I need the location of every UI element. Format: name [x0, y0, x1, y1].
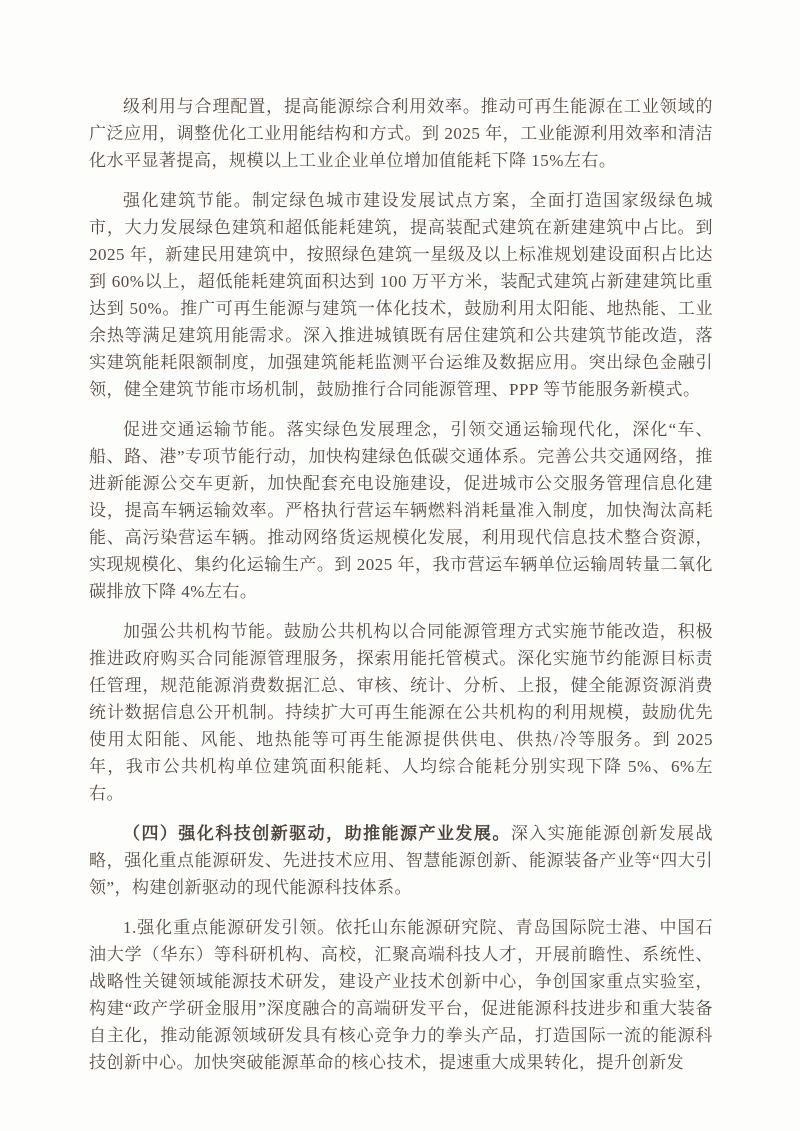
paragraph-bold-lead: （四）强化科技创新驱动，助推能源产业发展。: [123, 824, 511, 843]
paragraph: 加强公共机构节能。鼓励公共机构以合同能源管理方式实施节能改造，积极推进政府购买合同能源管理服务，探索用能托管模式。深化实施节约能源目标责任管理，规范能源消费数据汇总、审核、统计、分析、上报，健全能源资源消费统计数据信息公开机制。持续扩大可再生能源在公共机构的利用规模，鼓励优先使用太阳能、风能、地热能等可再生能源提供供电、供热/冷等服务。到 2025 年，我市公共机构单位建筑面积能耗、人均综合能耗分别实现下降 5%、6%左右。: [89, 622, 713, 803]
document-content: [89, 93, 713, 1089]
paragraph: 促进交通运输节能。落实绿色发展理念，引领交通运输现代化，深化“车、船、路、港”专项节能行动，加快构建绿色低碳交通体系。完善公共交通网络，推进新能源公交车更新，加快配套充电设施建设，促进城市公交服务管理信息化建设，提高车辆运输效率。严格执行营运车辆燃料消耗量准入制度，加快淘汰高耗能、高污染营运车辆。推动网络货运规模化发展，利用现代信息技术整合资源，实现规模化、集约化运输生产。到 2025 年，我市营运车辆单位运输周转量二氧化碳排放下降 4%左右。: [89, 420, 713, 601]
paragraph: 强化建筑节能。制定绿色城市建设发展试点方案，全面打造国家级绿色城市，大力发展绿色建筑和超低能耗建筑，提高装配式建筑在新建建筑中占比。到 2025 年，新建民用建筑中，按照绿色建筑一星级及以上标准规划建设面积占比达到 60%以上，超低能耗建筑面积达到 100 万平方米，装配式建筑占新建建筑比重达到 50%。推广可再生能源与建筑一体化技术，鼓励利用太阳能、地热能、工业余热等满足建筑用能需求。深入推进城镇既有居住建筑和公共建筑节能改造，落实建筑能耗限额制度，加强建筑能耗监测平台运维及数据应用。突出绿色金融引领，健全建筑节能市场机制，鼓励推行合同能源管理、PPP 等节能服务新模式。: [89, 191, 713, 399]
paragraph: 级利用与合理配置，提高能源综合利用效率。推动可再生能源在工业领域的广泛应用，调整优化工业用能结构和方式。到 2025 年，工业能源利用效率和清洁化水平显著提高，规模以上工业企业单位增加值能耗下降 15%左右。: [89, 97, 713, 170]
paragraph: （四）强化科技创新驱动，助推能源产业发展。深入实施能源创新发展战略，强化重点能源研发、先进技术应用、智慧能源创新、能源装备产业等“四大引领”，构建创新驱动的现代能源科技体系。: [89, 824, 714, 897]
paragraph: 1.强化重点能源研发引领。依托山东能源研究院、青岛国际院士港、中国石油大学（华东）等科研机构、高校，汇聚高端科技人才，开展前瞻性、系统性、战略性关键领域能源技术研发，建设产业技术创新中心，争创国家重点实验室，构建“政产学研金服用”深度融合的高端研发平台，促进能源科技进步和重大装备自主化，推动能源领域研发具有核心竞争力的拳头产品，打造国际一流的能源科技创新中心。加快突破能源革命的核心技术，提速重大成果转化，提升创新发: [89, 918, 713, 1072]
